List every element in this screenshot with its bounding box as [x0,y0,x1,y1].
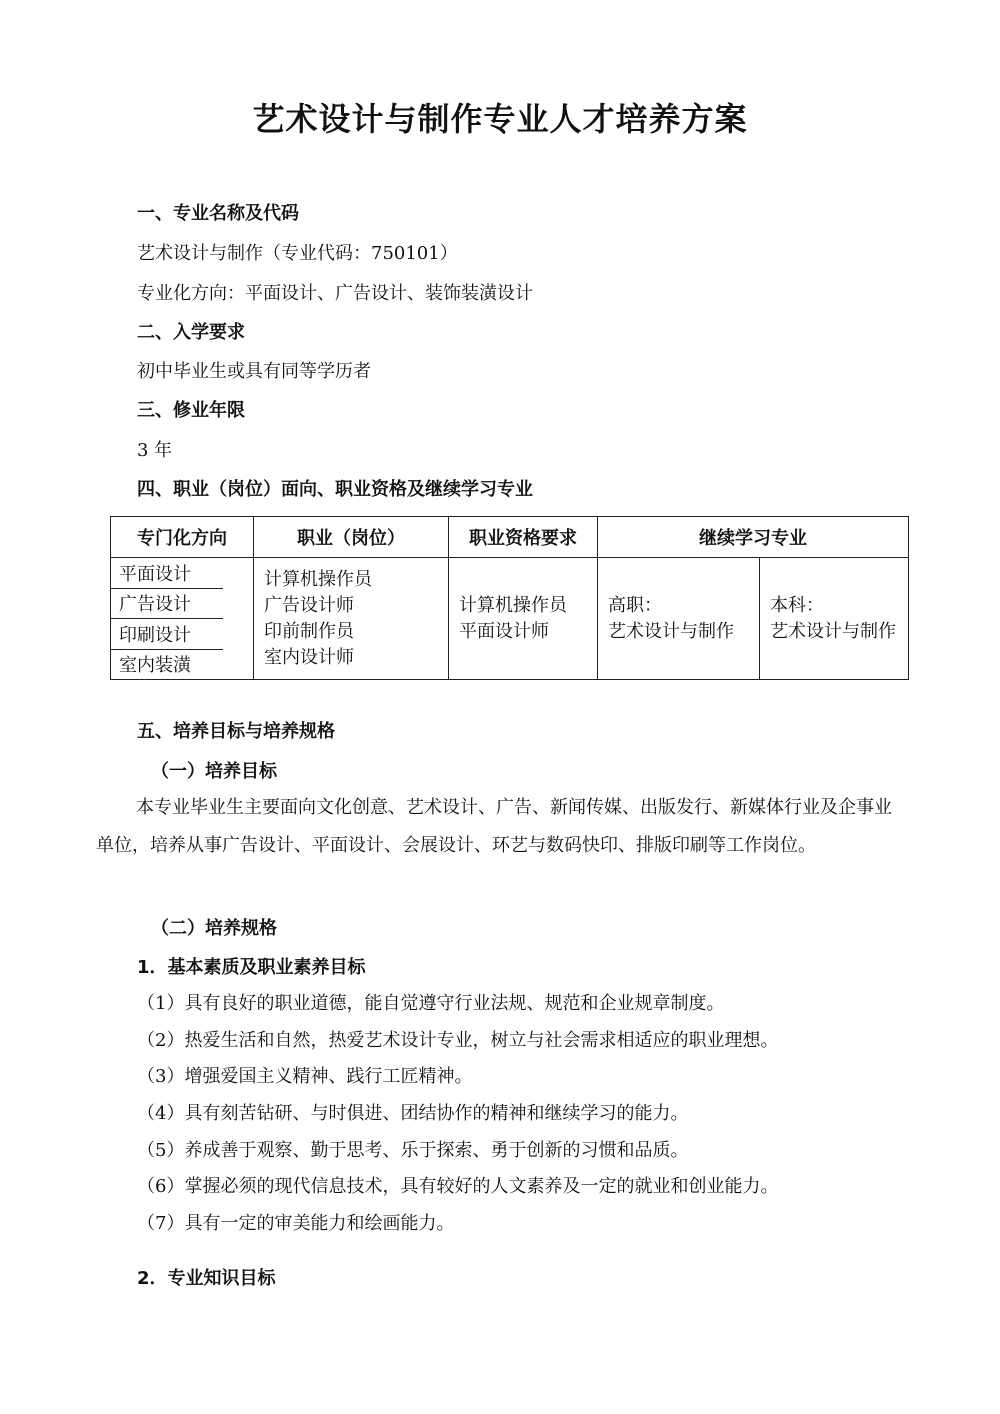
section-heading-admission: 二、入学要求 [137,322,245,343]
direction-item: 室内装潢 [119,655,191,677]
higher-vocational-cell [598,558,760,680]
table-header-row [111,517,909,558]
subsection-heading-training-goal: （一）培养目标 [151,761,277,782]
position-item: 室内设计师 [264,646,354,668]
list-item: （3）增强爱国主义精神、践行工匠精神。 [137,1066,473,1088]
header-direction: 专门化方向 [111,517,254,558]
document-title: 艺术设计与制作专业人才培养方案 [252,100,748,138]
major-name-code: 艺术设计与制作（专业代码：750101） [137,243,458,264]
undergraduate-cell [760,558,909,680]
header-qualification: 职业资格要求 [449,517,598,558]
specialization-directions: 专业化方向：平面设计、广告设计、装饰装潢设计 [137,283,533,304]
direction-item: 广告设计 [111,589,223,620]
position-item: 印前制作员 [264,620,354,642]
training-goal-paragraph: 本专业毕业生主要面向文化创意、艺术设计、广告、新闻传媒、出版发行、新媒体行业及企事业单位，培养从事广告设计、平面设计、会展设计、环艺与数码快印、排版印刷等工作岗位。 [96,797,892,856]
basic-quality-list [137,986,897,1243]
direction-item: 平面设计 [111,558,223,589]
qualification-cell [449,558,598,680]
table-row [111,558,909,680]
position-item: 广告设计师 [264,594,354,616]
career-table [110,516,909,680]
subsection-heading-training-spec: （二）培养规格 [151,918,277,939]
header-position: 职业（岗位） [254,517,449,558]
section-heading-career: 四、职业（岗位）面向、职业资格及继续学习专业 [137,479,533,500]
header-further-study: 继续学习专业 [598,517,909,558]
section-heading-duration: 三、修业年限 [137,400,245,421]
section-heading-goals: 五、培养目标与培养规格 [137,721,335,742]
list-item: （5）养成善于观察、勤于思考、乐于探索、勇于创新的习惯和品质。 [137,1139,689,1161]
list-item: （6）掌握必须的现代信息技术，具有较好的人文素养及一定的就业和创业能力。 [137,1176,779,1198]
direction-item: 印刷设计 [111,619,223,650]
list-item: （7）具有一定的审美能力和绘画能力。 [137,1213,455,1235]
list-item: （4）具有刻苦钻研、与时俱进、团结协作的精神和继续学习的能力。 [137,1103,689,1125]
admission-requirement: 初中毕业生或具有同等学历者 [137,361,371,382]
position-item: 计算机操作员 [264,568,372,590]
undergraduate-label: 本科： [770,594,824,616]
qualification-item: 计算机操作员 [459,594,567,616]
higher-vocational-major: 艺术设计与制作 [608,620,734,642]
direction-cell [111,558,254,680]
section-heading-major-name: 一、专业名称及代码 [137,203,299,224]
higher-vocational-label: 高职： [608,594,662,616]
list-item: （1）具有良好的职业道德，能自觉遵守行业法规、规范和企业规章制度。 [137,993,725,1014]
list-item: （2）热爱生活和自然，热爱艺术设计专业，树立与社会需求相适应的职业理想。 [137,1029,779,1051]
qualification-item: 平面设计师 [459,620,549,642]
study-duration: 3 年 [137,440,173,461]
item-heading-professional-knowledge: 2．专业知识目标 [137,1268,276,1289]
position-cell [254,558,449,680]
undergraduate-major: 艺术设计与制作 [770,620,896,642]
item-heading-basic-quality: 1．基本素质及职业素养目标 [137,957,366,978]
